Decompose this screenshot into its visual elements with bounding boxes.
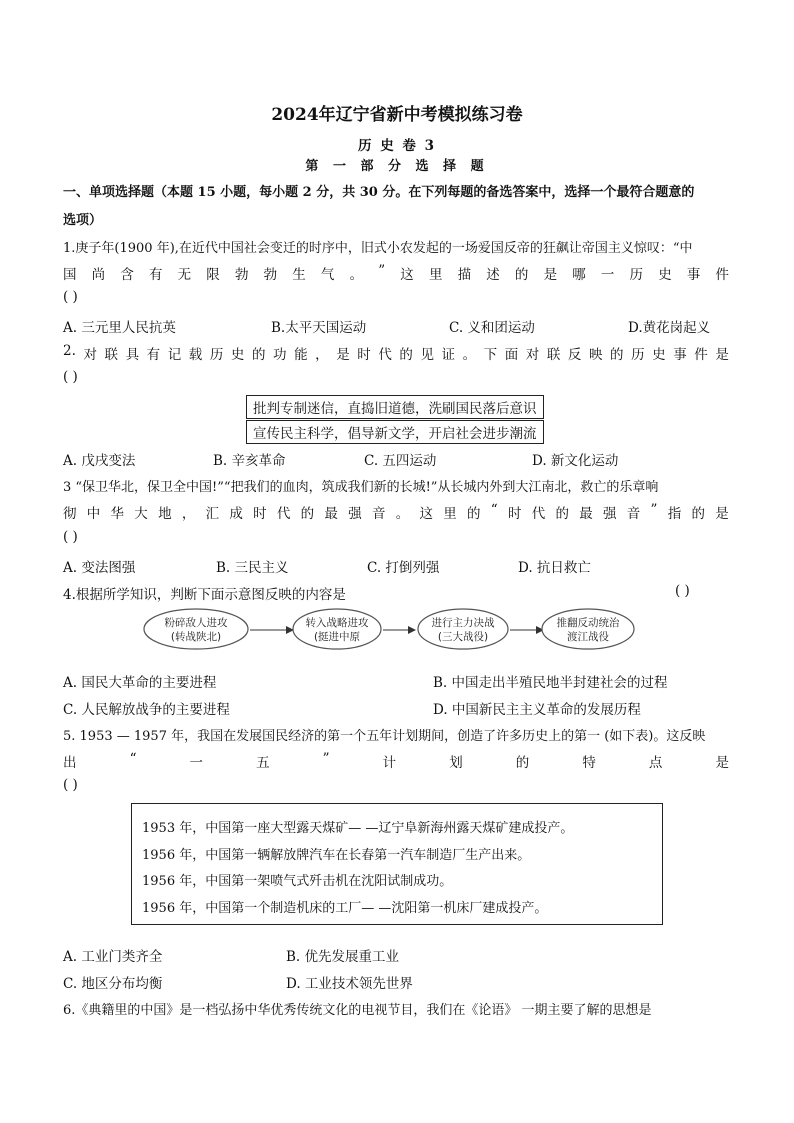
q5-stem-line1: 5. 1953 — 1957 年，我国在发展国民经济的第一个五年计划期间，创造了许多历史上的第一 (如下表)。这反映 [63,729,706,744]
flow-node-4-line2: 渡江战役 [567,631,609,643]
q3-option-a[interactable]: A. 变法图强 [63,560,136,576]
q4-option-b[interactable]: B. 中国走出半殖民地半封建社会的过程 [433,675,668,691]
q2-option-a[interactable]: A. 戊戌变法 [63,453,136,469]
flow-node-2-line1: 转入战略进攻 [305,617,369,629]
q1-option-a[interactable]: A. 三元里人民抗英 [63,320,176,336]
q5-info-table [131,803,663,925]
q5-answer-bracket: ( ) [63,777,78,793]
q3-option-b[interactable]: B. 三民主义 [216,560,289,576]
flow-diagram [140,604,650,656]
q1-stem-line1: 1.庚子年(1900 年),在近代中国社会变迁的时序中，旧式小农发起的一场爱国反帝的狂飙让帝国主义惊叹：“中 [63,241,693,256]
q1-stem-line2: 国 尚 含 有 无 限 勃 勃 生 气 。 ” 这 里 描 述 的 是 哪 一 历 史 事 件 [63,263,729,283]
table-row: 1956 年，中国第一个制造机床的工厂— —沈阳第一机床厂建成投产。 [142,901,548,916]
q5-option-c[interactable]: C. 地区分布均衡 [63,976,163,992]
couplet-upper: 批判专制迷信，直捣旧道德，洗刷国民落后意识 [246,395,544,419]
flow-node-3-line1: 进行主力决战 [431,617,495,629]
flow-arrow-2 [383,626,416,634]
q2-option-b[interactable]: B. 辛亥革命 [213,453,286,469]
q4-stem-line1: 4.根据所学知识，判断下面示意图反映的内容是 [63,587,346,603]
flow-node-2-line2: (挺进中原 [313,631,361,643]
q1-option-b[interactable]: B.太平天国运动 [271,320,367,336]
q6-stem-line1: 6.《典籍里的中国》是一档弘扬中华优秀传统文化的电视节目，我们在《论语》 一期主要了解的思想是 [63,1003,652,1018]
table-row: 1956 年，中国第一辆解放牌汽车在长春第一汽车制造厂生产出来。 [142,848,531,863]
flow-node-4-line1: 推翻反动统治 [556,617,620,629]
q3-answer-bracket: ( ) [63,529,78,545]
q1-option-d[interactable]: D.黄花岗起义 [628,320,711,336]
q3-stem-line1: 3 “保卫华北，保卫全中国!”“把我们的血肉，筑成我们新的长城!”从长城内外到大江南北，救亡的乐章响 [63,480,659,495]
page-title: 2024年辽宁省新中考模拟练习卷 [271,105,523,125]
q4-option-c[interactable]: C. 人民解放战争的主要进程 [63,702,230,718]
table-row: 1953 年，中国第一座大型露天煤矿— —辽宁阜新海州露天煤矿建成投产。 [142,821,574,836]
flow-node-4 [542,609,634,649]
q2-answer-bracket: ( ) [63,369,78,385]
flow-node-2 [293,609,381,649]
flow-node-1-line1: 粉碎敌人进攻 [164,617,228,629]
q5-stem-line2: 出 “ 一 五 ” 计 划 的 特 点 是 [63,751,729,771]
flow-node-3-line2: (三大战役) [437,631,489,643]
paper-subtitle: 历 史 卷 3 [358,138,436,154]
q5-option-a[interactable]: A. 工业门类齐全 [63,949,163,965]
q3-option-c[interactable]: C. 打倒列强 [367,560,440,576]
q5-option-b[interactable]: B. 优先发展重工业 [286,949,400,965]
couplet-lower: 宣传民主科学，倡导新文学，开启社会进步潮流 [246,420,544,444]
q4-answer-bracket: ( ) [675,583,690,599]
flow-node-1-line2: (转战陕北) [170,631,222,643]
flow-node-3 [418,609,508,649]
q1-answer-bracket: ( ) [63,289,78,305]
q2-stem-line1: 2. 对 联 具 有 记 载 历 史 的 功 能 ， 是 时 代 的 见 证 。 下 面 对 联 反 映 的 历 史 事 件 是 [63,343,729,363]
flow-node-1 [144,609,248,649]
flow-arrow-1 [250,626,294,634]
section-instruction-line1: 一、单项选择题（本题 15 小题，每小题 2 分，共 30 分。在下列每题的备选答案中，选择一个最符合题意的 [63,185,695,200]
q3-stem-line2: 彻 中 华 大 地 ， 汇 成 时 代 的 最 强 音 。 这 里 的 “ 时 代 的 最 强 音 ” 指 的 是 [63,502,729,522]
part-heading: 第 一 部 分 选 择 题 [305,159,489,174]
flow-arrow-3 [510,626,544,634]
section-instruction-line2: 选项） [63,213,103,228]
q1-option-c[interactable]: C. 义和团运动 [449,320,535,336]
q2-option-c[interactable]: C. 五四运动 [364,453,437,469]
q5-option-d[interactable]: D. 工业技术领先世界 [286,976,413,992]
q3-option-d[interactable]: D. 抗日救亡 [518,560,591,576]
q4-option-d[interactable]: D. 中国新民主主义革命的发展历程 [433,702,641,718]
q2-option-d[interactable]: D. 新文化运动 [532,453,619,469]
q4-option-a[interactable]: A. 国民大革命的主要进程 [63,675,217,691]
table-row: 1956 年，中国第一架喷气式歼击机在沈阳试制成功。 [142,874,453,889]
